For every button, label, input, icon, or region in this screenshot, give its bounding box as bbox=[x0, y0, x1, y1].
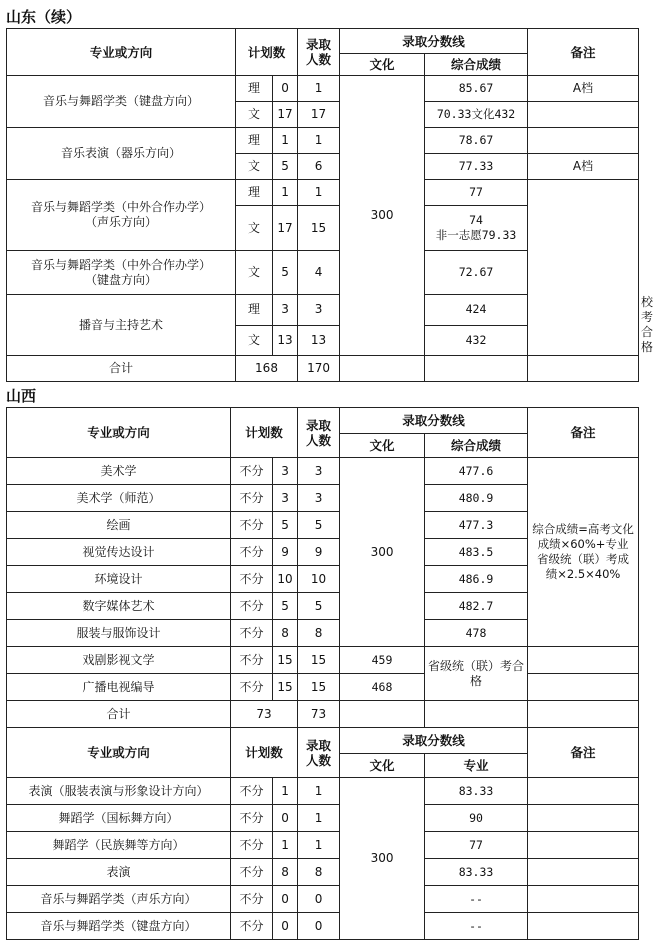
major-cell: 美术学（师范） bbox=[7, 485, 231, 512]
header-plan: 计划数 bbox=[231, 408, 298, 458]
header-admitted: 录取人数 bbox=[298, 728, 340, 778]
admitted-cell: 5 bbox=[298, 512, 340, 539]
type-cell: 不分 bbox=[231, 458, 273, 485]
major-cell: 美术学 bbox=[7, 458, 231, 485]
total-label: 合计 bbox=[7, 356, 236, 382]
header-composite: 综合成绩 bbox=[425, 434, 528, 458]
composite-cell: 486.9 bbox=[425, 566, 528, 593]
header-admitted: 录取人数 bbox=[298, 29, 340, 76]
major-cell: 表演（服装表演与形象设计方向） bbox=[7, 778, 231, 805]
table-row bbox=[7, 886, 639, 913]
composite-cell: 77 bbox=[425, 180, 528, 206]
major-cell: 音乐与舞蹈学类（键盘方向） bbox=[7, 76, 236, 128]
admitted-cell: 1 bbox=[298, 832, 340, 859]
header-admitted: 录取人数 bbox=[298, 408, 340, 458]
type-cell: 不分 bbox=[231, 539, 273, 566]
empty-cell bbox=[425, 356, 528, 382]
culture-cell: 432 bbox=[425, 325, 528, 356]
remark-cell: A档 bbox=[528, 154, 639, 180]
major-cell: 表演 bbox=[7, 859, 231, 886]
type-cell: 不分 bbox=[231, 778, 273, 805]
plan-cell: 5 bbox=[273, 251, 298, 295]
header-score-line: 录取分数线 bbox=[340, 29, 528, 54]
plan-cell: 5 bbox=[273, 154, 298, 180]
remark-cell bbox=[528, 102, 639, 128]
type-cell: 理 bbox=[236, 76, 273, 102]
type-cell: 不分 bbox=[231, 832, 273, 859]
table-row bbox=[7, 859, 639, 886]
type-cell: 理 bbox=[236, 180, 273, 206]
major-score-cell: -- bbox=[425, 886, 528, 913]
header-remark: 备注 bbox=[528, 728, 639, 778]
total-plan: 168 bbox=[236, 356, 298, 382]
table-row bbox=[7, 647, 639, 674]
remark-cell bbox=[528, 778, 639, 805]
plan-cell: 5 bbox=[273, 512, 298, 539]
composite-cell: 77.33 bbox=[425, 154, 528, 180]
plan-cell: 15 bbox=[273, 674, 298, 701]
total-row bbox=[7, 701, 639, 728]
culture-cell: 468 bbox=[340, 674, 425, 701]
header-major: 专业或方向 bbox=[7, 728, 231, 778]
admitted-cell: 0 bbox=[298, 886, 340, 913]
plan-cell: 5 bbox=[273, 593, 298, 620]
plan-cell: 15 bbox=[273, 647, 298, 674]
type-cell: 不分 bbox=[231, 886, 273, 913]
major-score-cell: 83.33 bbox=[425, 778, 528, 805]
admitted-cell: 3 bbox=[298, 295, 340, 326]
header-composite: 综合成绩 bbox=[425, 54, 528, 76]
major-cell bbox=[7, 180, 236, 251]
plan-cell: 9 bbox=[273, 539, 298, 566]
composite-cell: 72.67 bbox=[425, 251, 528, 295]
major-line-1: 音乐与舞蹈学类（中外合作办学） bbox=[30, 200, 211, 214]
major-cell: 戏剧影视文学 bbox=[7, 647, 231, 674]
admitted-cell: 17 bbox=[298, 102, 340, 128]
major-cell: 视觉传达设计 bbox=[7, 539, 231, 566]
table-row bbox=[7, 913, 639, 940]
admitted-cell: 6 bbox=[298, 154, 340, 180]
composite-merged-cell: 省级统（联）考合格 bbox=[425, 647, 528, 701]
table-row bbox=[7, 76, 639, 102]
major-score-cell: 83.33 bbox=[425, 859, 528, 886]
composite-cell: 70.33文化432 bbox=[425, 102, 528, 128]
table-row bbox=[7, 180, 639, 206]
major-cell: 播音与主持艺术 bbox=[7, 295, 236, 356]
remark-cell: A档 bbox=[528, 76, 639, 102]
header-score-line: 录取分数线 bbox=[340, 408, 528, 434]
remark-cell bbox=[528, 859, 639, 886]
plan-cell: 3 bbox=[273, 485, 298, 512]
header-major: 专业或方向 bbox=[7, 29, 236, 76]
culture-merged-cell: 300 bbox=[340, 458, 425, 647]
remark-cell bbox=[528, 886, 639, 913]
composite-line-2: 非一志愿79.33 bbox=[435, 228, 517, 242]
table-row bbox=[7, 832, 639, 859]
admitted-cell: 1 bbox=[298, 128, 340, 154]
plan-cell: 17 bbox=[273, 206, 298, 251]
remark-cell bbox=[528, 647, 639, 674]
admitted-cell: 13 bbox=[298, 325, 340, 356]
table-row bbox=[7, 674, 639, 701]
shandong-section-title: 山东（续） bbox=[6, 8, 82, 26]
major-cell: 舞蹈学（民族舞等方向） bbox=[7, 832, 231, 859]
major-line-2: （声乐方向） bbox=[84, 215, 157, 229]
header-remark: 备注 bbox=[528, 408, 639, 458]
major-line-1: 音乐与舞蹈学类（中外合作办学） bbox=[30, 257, 211, 272]
type-cell: 文 bbox=[236, 206, 273, 251]
plan-cell: 3 bbox=[273, 295, 298, 326]
admitted-cell: 3 bbox=[298, 485, 340, 512]
remark-cell bbox=[528, 180, 639, 356]
type-cell: 不分 bbox=[231, 647, 273, 674]
type-cell: 文 bbox=[236, 154, 273, 180]
major-cell: 数字媒体艺术 bbox=[7, 593, 231, 620]
remark-cell bbox=[528, 805, 639, 832]
remark-cell bbox=[528, 674, 639, 701]
remark-cell bbox=[528, 128, 639, 154]
admitted-cell: 4 bbox=[298, 251, 340, 295]
composite-cell: 477.6 bbox=[425, 458, 528, 485]
composite-cell: 78.67 bbox=[425, 128, 528, 154]
major-cell: 环境设计 bbox=[7, 566, 231, 593]
remark-cell bbox=[528, 913, 639, 940]
plan-cell: 0 bbox=[273, 886, 298, 913]
composite-cell: 480.9 bbox=[425, 485, 528, 512]
admitted-cell: 15 bbox=[298, 647, 340, 674]
plan-cell: 1 bbox=[273, 128, 298, 154]
plan-cell: 8 bbox=[273, 859, 298, 886]
plan-cell: 13 bbox=[273, 325, 298, 356]
table-row: 播音与主持艺术 理 3 3 424 校考合格 bbox=[7, 295, 639, 326]
type-cell: 不分 bbox=[231, 620, 273, 647]
shandong-table bbox=[6, 28, 653, 382]
plan-cell: 1 bbox=[273, 778, 298, 805]
header-remark: 备注 bbox=[528, 29, 639, 76]
composite-cell: 478 bbox=[425, 620, 528, 647]
header-major-score: 专业 bbox=[425, 754, 528, 778]
admitted-cell: 1 bbox=[298, 805, 340, 832]
table-row bbox=[7, 805, 639, 832]
admitted-cell: 10 bbox=[298, 566, 340, 593]
plan-cell: 17 bbox=[273, 102, 298, 128]
plan-cell: 10 bbox=[273, 566, 298, 593]
remark-cell bbox=[528, 832, 639, 859]
type-cell: 理 bbox=[236, 295, 273, 326]
table-row bbox=[7, 128, 639, 154]
type-cell: 不分 bbox=[231, 674, 273, 701]
type-cell: 不分 bbox=[231, 485, 273, 512]
admitted-cell: 15 bbox=[298, 674, 340, 701]
plan-cell: 0 bbox=[273, 913, 298, 940]
total-plan: 73 bbox=[231, 701, 298, 728]
header-plan: 计划数 bbox=[231, 728, 298, 778]
admitted-cell: 8 bbox=[298, 620, 340, 647]
header-culture: 文化 bbox=[340, 754, 425, 778]
culture-cell: 459 bbox=[340, 647, 425, 674]
composite-cell bbox=[425, 206, 528, 251]
header-score-line: 录取分数线 bbox=[340, 728, 528, 754]
culture-merged-cell: 300 bbox=[340, 778, 425, 940]
composite-cell: 477.3 bbox=[425, 512, 528, 539]
admitted-cell: 9 bbox=[298, 539, 340, 566]
table-row bbox=[7, 458, 639, 485]
composite-cell: 85.67 bbox=[425, 76, 528, 102]
type-cell: 不分 bbox=[231, 805, 273, 832]
empty-cell bbox=[340, 701, 425, 728]
type-cell: 不分 bbox=[231, 859, 273, 886]
plan-cell: 0 bbox=[273, 76, 298, 102]
major-cell: 广播电视编导 bbox=[7, 674, 231, 701]
table-row bbox=[7, 778, 639, 805]
admitted-cell: 8 bbox=[298, 859, 340, 886]
type-cell: 不分 bbox=[231, 593, 273, 620]
admitted-cell: 15 bbox=[298, 206, 340, 251]
admitted-cell: 5 bbox=[298, 593, 340, 620]
header-culture: 文化 bbox=[340, 434, 425, 458]
major-score-cell: -- bbox=[425, 913, 528, 940]
plan-cell: 8 bbox=[273, 620, 298, 647]
header-major: 专业或方向 bbox=[7, 408, 231, 458]
admitted-cell: 1 bbox=[298, 76, 340, 102]
major-cell: 音乐与舞蹈学类（声乐方向） bbox=[7, 886, 231, 913]
major-cell: 音乐与舞蹈学类（键盘方向） bbox=[7, 913, 231, 940]
type-cell: 理 bbox=[236, 128, 273, 154]
composite-line-1: 74 bbox=[469, 213, 483, 227]
major-score-cell: 77 bbox=[425, 832, 528, 859]
type-cell: 文 bbox=[236, 251, 273, 295]
major-cell: 服装与服饰设计 bbox=[7, 620, 231, 647]
type-cell: 不分 bbox=[231, 512, 273, 539]
total-admitted: 170 bbox=[298, 356, 340, 382]
composite-cell: 483.5 bbox=[425, 539, 528, 566]
empty-cell bbox=[528, 701, 639, 728]
shanxi-section-title: 山西 bbox=[6, 387, 37, 405]
total-admitted: 73 bbox=[298, 701, 340, 728]
total-row bbox=[7, 356, 639, 382]
admitted-cell: 1 bbox=[298, 778, 340, 805]
type-cell: 文 bbox=[236, 102, 273, 128]
header-culture: 文化 bbox=[340, 54, 425, 76]
shanxi-table bbox=[6, 407, 639, 940]
type-cell: 不分 bbox=[231, 913, 273, 940]
type-cell: 文 bbox=[236, 325, 273, 356]
remark-merged-cell: 综合成绩=高考文化成绩×60%+专业省级统（联）考成绩×2.5×40% bbox=[528, 458, 639, 647]
major-score-cell: 90 bbox=[425, 805, 528, 832]
header-plan: 计划数 bbox=[236, 29, 298, 76]
empty-cell bbox=[528, 356, 639, 382]
empty-cell bbox=[340, 356, 425, 382]
major-cell: 舞蹈学（国标舞方向） bbox=[7, 805, 231, 832]
composite-cell: 482.7 bbox=[425, 593, 528, 620]
culture-cell: 424 bbox=[425, 295, 528, 326]
plan-cell: 1 bbox=[273, 832, 298, 859]
major-cell: 音乐表演（器乐方向） bbox=[7, 128, 236, 180]
culture-merged-cell: 300 bbox=[340, 76, 425, 356]
major-cell bbox=[7, 251, 236, 295]
plan-cell: 3 bbox=[273, 458, 298, 485]
admitted-cell: 1 bbox=[298, 180, 340, 206]
plan-cell: 0 bbox=[273, 805, 298, 832]
major-cell: 绘画 bbox=[7, 512, 231, 539]
type-cell: 不分 bbox=[231, 566, 273, 593]
major-line-2: （键盘方向） bbox=[84, 272, 157, 287]
admitted-cell: 3 bbox=[298, 458, 340, 485]
total-label: 合计 bbox=[7, 701, 231, 728]
admitted-cell: 0 bbox=[298, 913, 340, 940]
plan-cell: 1 bbox=[273, 180, 298, 206]
empty-cell bbox=[425, 701, 528, 728]
